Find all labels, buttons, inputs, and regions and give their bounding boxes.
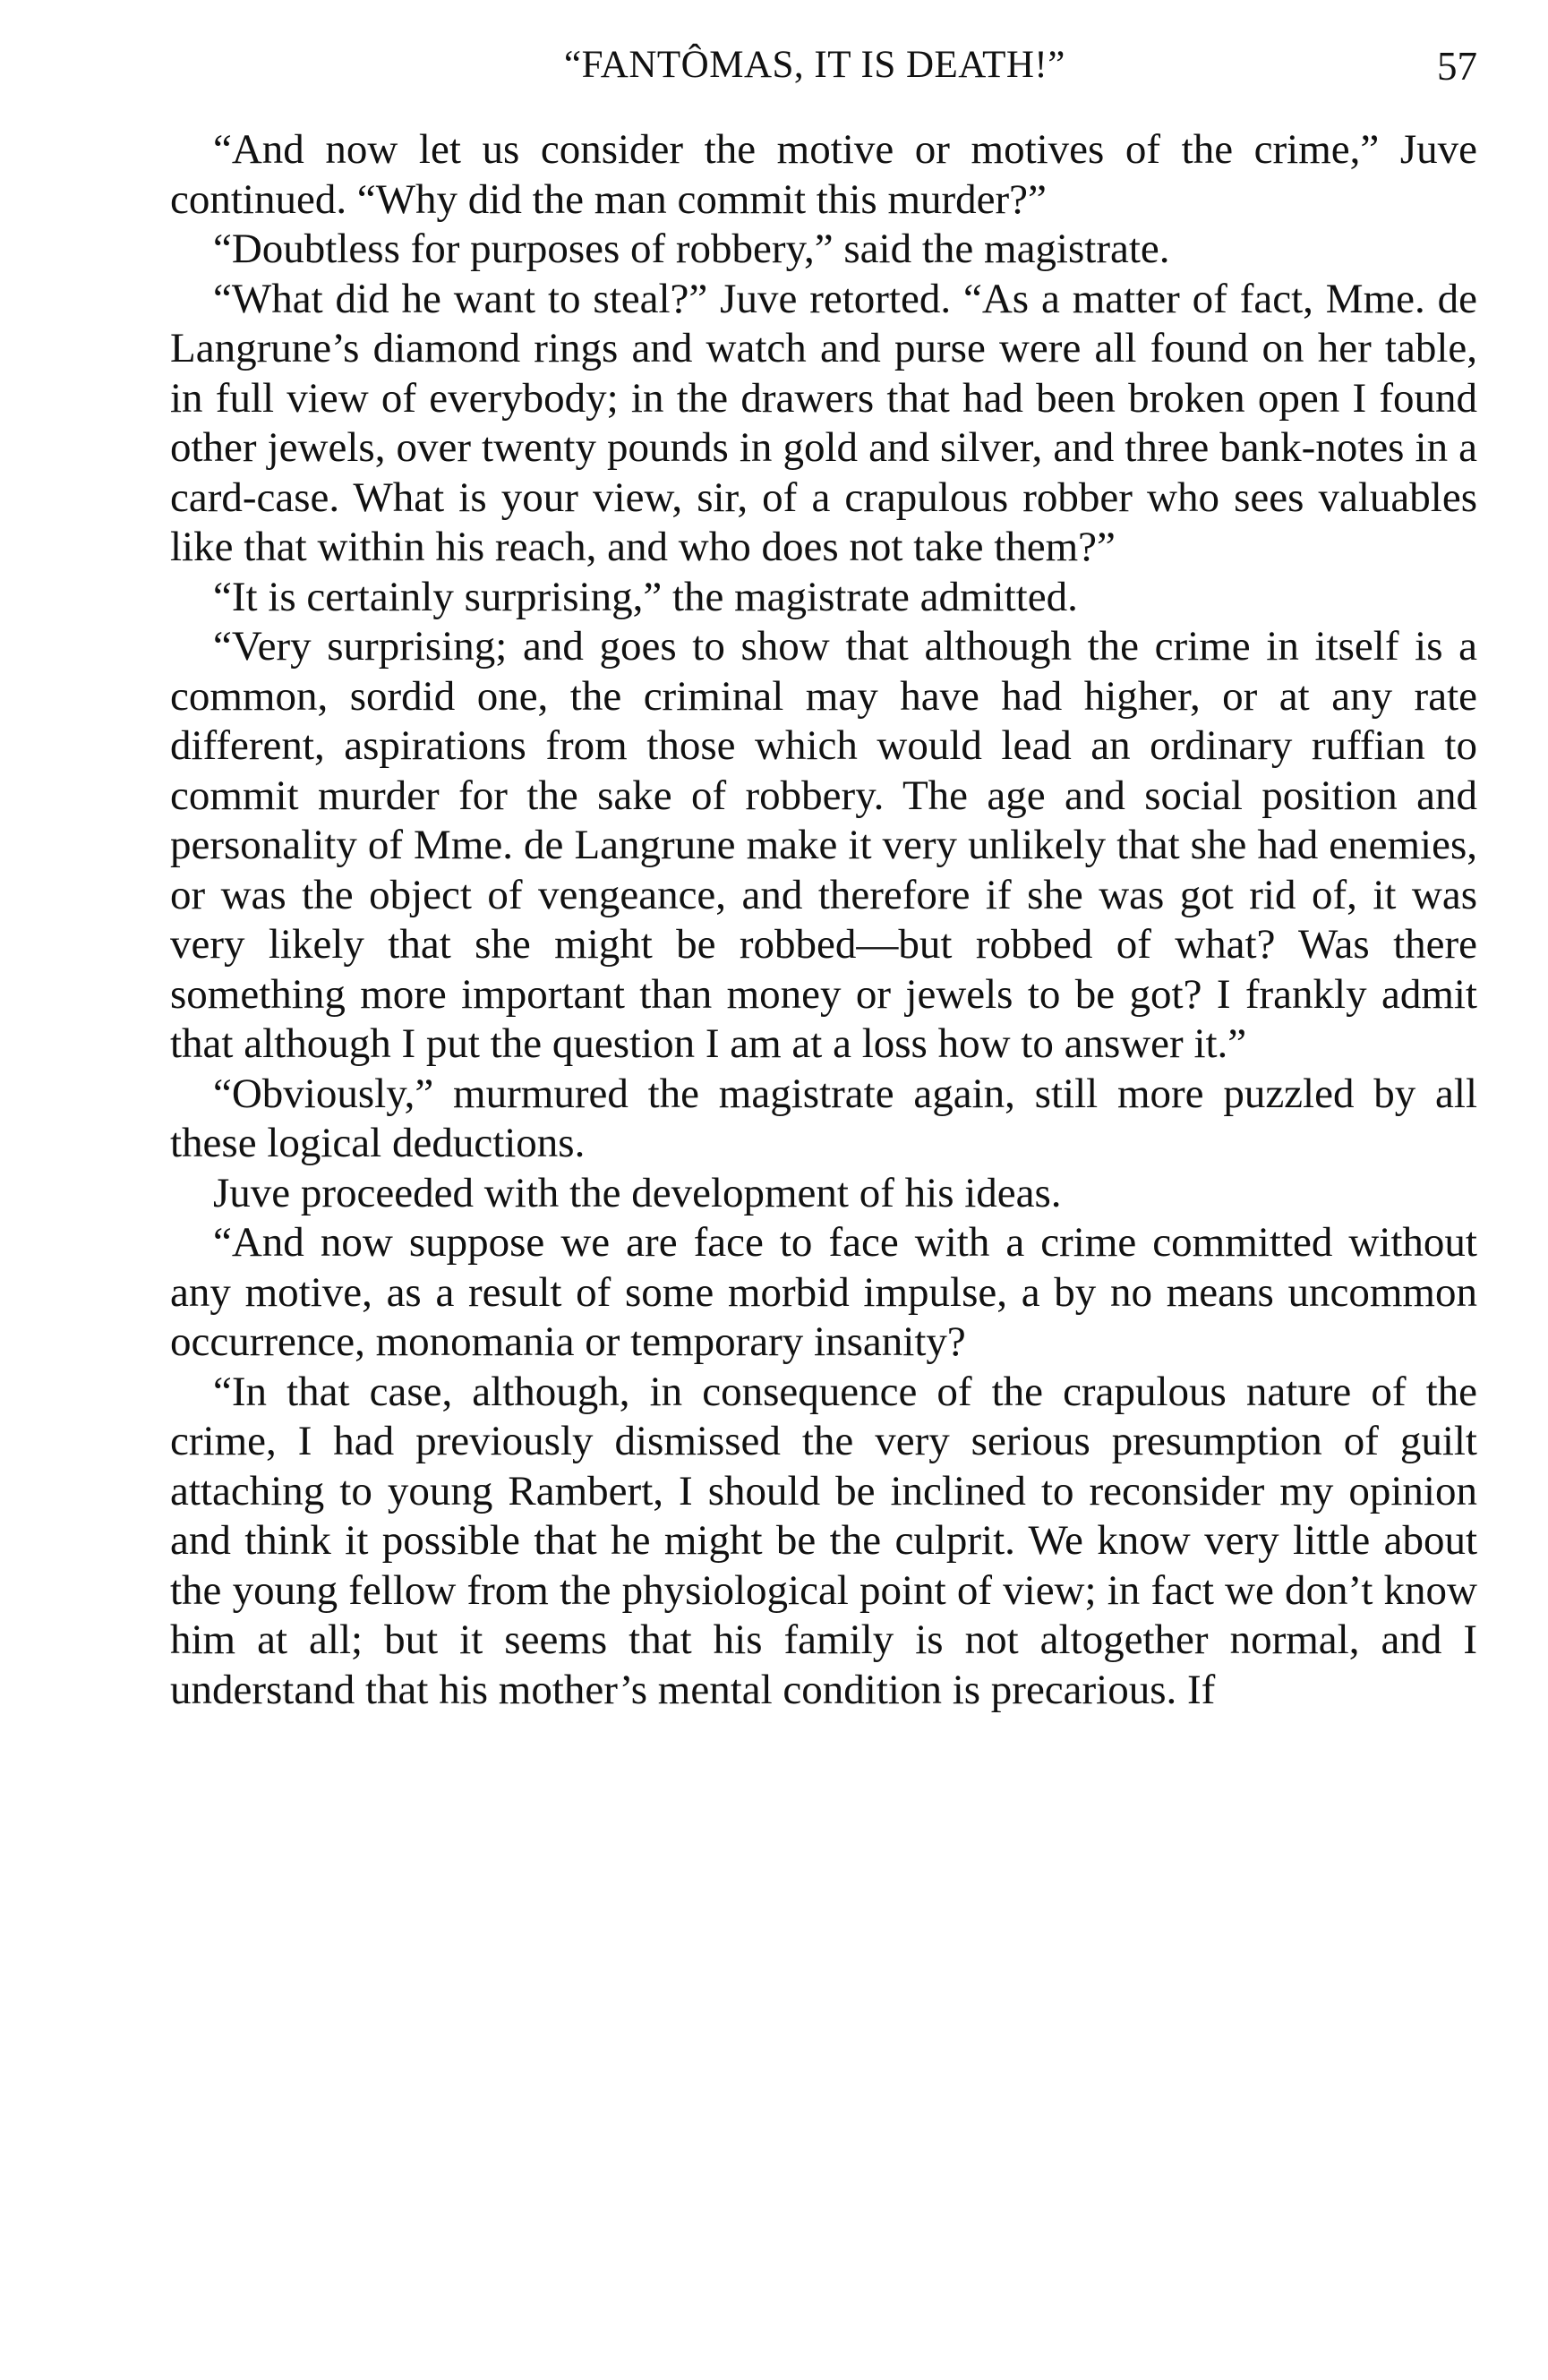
body-text	[170, 125, 1477, 1715]
running-header	[170, 43, 1477, 97]
paragraph-2: “Doubtless for purposes of robbery,” said the magistrate.	[213, 226, 1170, 272]
running-title: “FANTÔMAS, IT IS DEATH!”	[564, 44, 1065, 86]
paragraph-5: “Very surprising; and goes to show that although the crime in itself is a common, sordid one, the criminal may have had higher, or at any rate different, aspirations from those which would lead an ordinary ruffian to commit murder for the sake of robbery. The age and social position and personality of Mme. de Langrune make it very unlikely that she had enemies, or was the object of vengeance, and therefore if she was got rid of, it was very likely that she might be robbed—but robbed of what? Was there something more important than money or jewels to be got? I frankly admit that although I put the question I am at a loss how to answer it.”	[170, 623, 1477, 1067]
page-number: 57	[1437, 44, 1477, 89]
paragraph-6: “Obviously,” murmured the magistrate again, still more puzzled by all these logical deductions.	[170, 1070, 1477, 1166]
paragraph-8: “And now suppose we are face to face with a crime committed without any motive, as a result of some morbid impulse, a by no means uncommon occurrence, monomania or temporary insanity?	[170, 1219, 1477, 1365]
paragraph-3: “What did he want to steal?” Juve retorted. “As a matter of fact, Mme. de Langrune’s diamond rings and watch and purse were all found on her table, in full view of everybody; in the drawers that had been broken open I found other jewels, over twenty pounds in gold and silver, and three bank-notes in a card-case. What is your view, sir, of a crapulous robber who sees valuables like that within his reach, and who does not take them?”	[170, 275, 1477, 570]
paragraph-1: “And now let us consider the motive or motives of the crime,” Juve continued. “Why did the man commit this murder?”	[170, 126, 1477, 223]
paragraph-7: Juve proceeded with the development of his ideas.	[213, 1169, 1062, 1216]
paragraph-4: “It is certainly surprising,” the magistrate admitted.	[213, 573, 1078, 620]
paragraph-9: “In that case, although, in consequence of the crapulous nature of the crime, I had previously dismissed the very serious presumption of guilt attaching to young Rambert, I should be inclined to reconsider my opinion and think it possible that he might be the culprit. We know very little about the young fellow from the physiological point of view; in fact we don’t know him at all; but it seems that his family is not altogether normal, and I understand that his mother’s mental condition is precarious. If	[170, 1368, 1477, 1713]
